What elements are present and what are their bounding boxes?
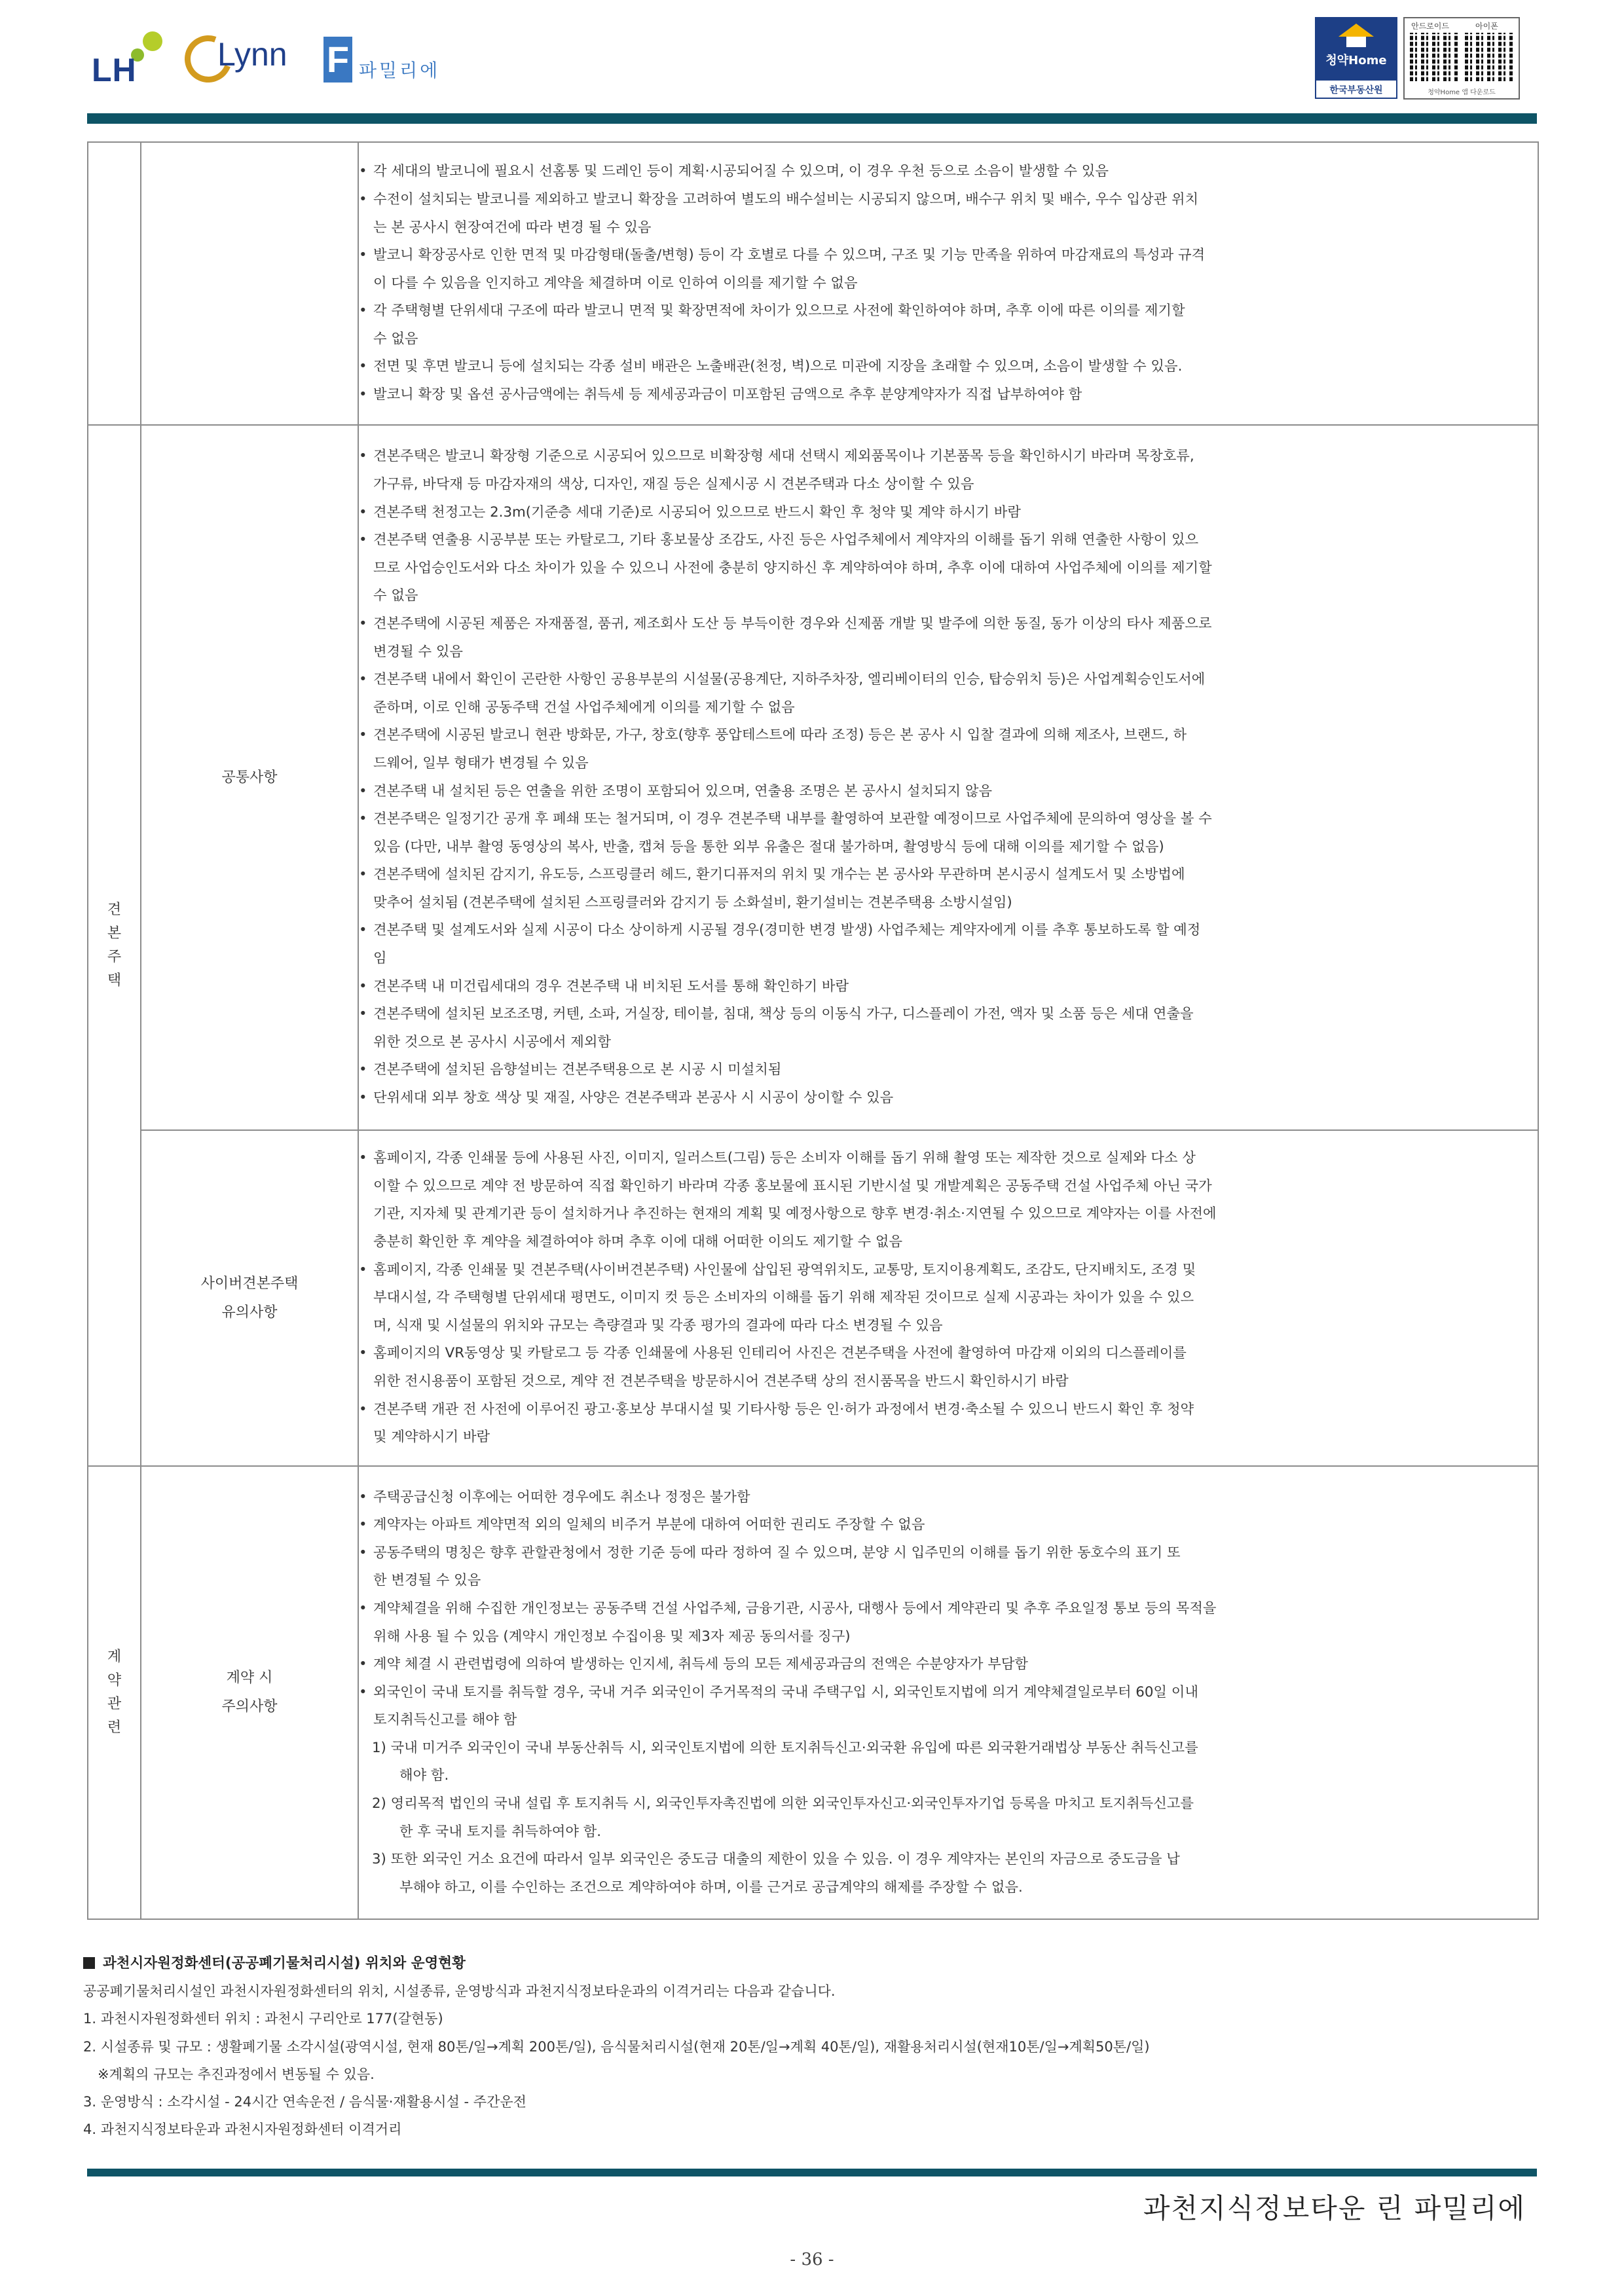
category-cell [88, 425, 141, 1466]
subcategory-cell [141, 1466, 358, 1919]
category-char: 주 [107, 949, 122, 965]
notice-item-continuation: 임 [373, 950, 387, 967]
notice-item-continuation: 충분히 확인한 후 계약을 체결하여야 하며 추후 이에 대해 어떠한 이의도 제기할 수 없음 [373, 1234, 903, 1251]
notice-list [359, 158, 1538, 409]
notice-item-continuation: 및 계약하시기 바람 [373, 1429, 490, 1446]
notice-item: • 견본주택 내 설치된 등은 연출을 위한 조명이 포함되어 있으며, 연출용 조명은 본 공사시 설치되지 않음 [359, 778, 1538, 806]
table-row [88, 425, 1538, 1130]
table-row [88, 142, 1538, 425]
notice-item: • 견본주택에 설치된 음향설비는 견본주택용으로 본 시공 시 미설치됨 [359, 1056, 1538, 1084]
lynn-logo [185, 31, 309, 90]
facility-section [83, 1950, 1543, 2144]
qr-code-iphone-icon[interactable] [1465, 33, 1513, 81]
notice-item: • 외국인이 국내 토지를 취득할 경우, 국내 거주 외국인이 주거목적의 국내 주택구입 시, 외국인토지법에 의거 계약체결일로부터 60일 이내 [359, 1679, 1538, 1707]
section-note: ※계획의 규모는 추진과정에서 변동될 수 있음. [98, 2066, 375, 2082]
notice-item: • 견본주택에 시공된 발코니 현관 방화문, 가구, 창호(향후 풍압테스트에 따라 조정) 등은 본 공사 시 입찰 결과에 의해 제조사, 브랜드, 하 [359, 722, 1538, 750]
notice-item: • 홈페이지, 각종 인쇄물 및 견본주택(사이버견본주택) 사인물에 삽입된 광역위치도, 교통망, 토지이용계획도, 조감도, 단지배치도, 조경 및 [359, 1257, 1538, 1285]
square-bullet-icon [83, 1957, 95, 1969]
brand-logos [92, 25, 440, 97]
notice-item-continuation: 이할 수 있으므로 계약 전 방문하여 직접 확인하기 바라며 각종 홍보물에 표시된 기반시설 및 개발계획은 공동주택 건설 사업주체 아닌 국가 [373, 1177, 1212, 1194]
category-char: 본 [107, 925, 122, 942]
numbered-item-continuation: 부해야 하고, 이를 수인하는 조건으로 계약하여야 하며, 이를 근거로 공급계약의 해제를 주장할 수 없음. [399, 1879, 1023, 1896]
notice-item-continuation: 맞추어 설치됨 (견본주택에 설치된 스프링클러와 감지기 등 소화설비, 환기설비는 견본주택용 소방시설임) [373, 894, 1012, 911]
notice-item: • 견본주택에 설치된 보조조명, 커텐, 소파, 거실장, 테이블, 침대, 책상 등의 이동식 가구, 디스플레이 가전, 액자 및 소품 등은 세대 연출을 [359, 1001, 1538, 1029]
notice-list [359, 1145, 1538, 1452]
family-logo-text: 파밀리에 [359, 60, 441, 81]
qr-code-panel [1403, 17, 1520, 100]
notice-item: • 전면 및 후면 발코니 등에 설치되는 각종 설비 배관은 노출배관(천정, 벽)으로 미관에 지장을 초래할 수 있으며, 소음이 발생할 수 있음. [359, 353, 1538, 381]
notice-item-continuation: 위해 사용 될 수 있음 (계약시 개인정보 수집이용 및 제3자 제공 동의서를 징구) [373, 1628, 851, 1645]
section-line: 공공폐기물처리시설인 과천시자원정화센터의 위치, 시설종류, 운영방식과 과천지식정보타운과의 이격거리는 다음과 같습니다. [83, 1983, 836, 1999]
notice-item: • 계약자는 아파트 계약면적 외의 일체의 비주거 부분에 대하여 어떠한 권리도 주장할 수 없음 [359, 1511, 1538, 1539]
notice-item-continuation: 위한 것으로 본 공사시 시공에서 제외함 [373, 1033, 612, 1050]
footer-rule [87, 2169, 1537, 2176]
house-icon [1338, 24, 1374, 47]
header-rule [87, 113, 1537, 124]
notice-item: • 견본주택 내에서 확인이 곤란한 사항인 공용부분의 시설물(공용계단, 지하주차장, 엘리베이터의 인승, 탑승위치 등)은 사업계획승인도서에 [359, 666, 1538, 694]
notice-item: • 견본주택에 설치된 감지기, 유도등, 스프링클러 헤드, 환기디퓨저의 위치 및 개수는 본 공사와 무관하며 본시공시 설계도서 및 소방법에 [359, 861, 1538, 889]
family-logo-letter: F [323, 37, 352, 83]
notice-item-continuation: 준하며, 이로 인해 공동주택 건설 사업주체에게 이의를 제기할 수 없음 [373, 699, 795, 716]
notice-item: • 공동주택의 명칭은 향후 관할관청에서 정한 기준 등에 따라 정하여 질 수 있으며, 분양 시 입주민의 이해를 돕기 위한 동호수의 표기 또 [359, 1539, 1538, 1568]
notice-item: • 발코니 확장공사로 인한 면적 및 마감형태(돌출/변형) 등이 각 호별로 다를 수 있으며, 구조 및 기능 만족을 위하여 마감재료의 특성과 규격 [359, 242, 1538, 270]
notice-list [359, 1484, 1538, 1902]
numbered-item: 2) 영리목적 법인의 국내 설립 후 토지취득 시, 외국인투자촉진법에 의한 외국인투자신고·외국인투자기업 등록을 마치고 토지취득신고를 [372, 1795, 1194, 1812]
notice-item: • 단위세대 외부 창호 색상 및 재질, 사양은 견본주택과 본공사 시 시공이 상이할 수 있음 [359, 1084, 1538, 1112]
notice-item-continuation: 이 다를 수 있음을 인지하고 계약을 체결하며 이로 인하여 이의를 제기할 수 없음 [373, 274, 858, 291]
content-cell [358, 1130, 1538, 1466]
notice-item-continuation: 기관, 지자체 및 관계기관 등이 설치하거나 추진하는 현재의 계획 및 예정사항으로 향후 변경·취소·지연될 수 있으므로 계약자는 이를 사전에 [373, 1205, 1217, 1222]
notice-item-continuation: 수 없음 [373, 587, 418, 604]
subcategory-label: 공통사항 [221, 769, 278, 786]
table-row [88, 1130, 1538, 1466]
notice-list [359, 443, 1538, 1112]
numbered-item-continuation: 해야 함. [399, 1767, 449, 1784]
subcategory-label: 유의사항 [221, 1304, 278, 1321]
subcategory-cell [141, 1130, 358, 1466]
category-char: 계 [107, 1649, 122, 1665]
subcategory-cell [141, 425, 358, 1130]
subcategory-label: 계약 시 [226, 1670, 273, 1686]
family-logo [323, 31, 440, 90]
notice-item-continuation: 있음 (다만, 내부 촬영 동영상의 복사, 반출, 캡쳐 등을 통한 외부 유출은 절대 불가하며, 촬영방식 등에 대해 이의를 제기할 수 없음) [373, 838, 1164, 855]
notice-table-body [88, 142, 1538, 1919]
content-cell [358, 1466, 1538, 1919]
lh-logo-dot [143, 31, 162, 51]
category-char: 약 [107, 1672, 122, 1689]
footer-title: 과천지식정보타운 린 파밀리에 [1143, 2192, 1526, 2224]
notice-item: • 홈페이지의 VR동영상 및 카탈로그 등 각종 인쇄물에 사용된 인테리어 사진은 견본주택을 사전에 촬영하여 마감재 이외의 디스플레이를 [359, 1340, 1538, 1368]
numbered-item-continuation: 한 후 국내 토지를 취득하여야 함. [399, 1823, 602, 1840]
notice-item-continuation: 므로 사업승인도서와 다소 차이가 있을 수 있으니 사전에 충분히 양지하신 후 계약하여야 하며, 추후 이에 대하여 사업주체에 이의를 제기할 [373, 559, 1212, 576]
section-line: 2. 시설종류 및 규모 : 생활폐기물 소각시설(광역시설, 현재 80톤/일→계획 200톤/일), 음식물처리시설(현재 20톤/일→계획 40톤/일), 재활용처리시설(현재10톤/일→계획50톤/일) [83, 2038, 1150, 2055]
notice-item-continuation: 변경될 수 있음 [373, 643, 463, 660]
notice-item: • 견본주택 개관 전 사전에 이루어진 광고·홍보상 부대시설 및 기타사항 등은 인·허가 과정에서 변경·축소될 수 있으니 반드시 확인 후 청약 [359, 1396, 1538, 1424]
notice-item-continuation: 수 없음 [373, 330, 418, 347]
section-title-text: 과천시자원정화센터(공공폐기물처리시설) 위치와 운영현황 [103, 1955, 466, 1972]
subcategory-label: 사이버견본주택 [200, 1275, 299, 1292]
category-char: 택 [107, 972, 122, 989]
page-header [0, 0, 1624, 131]
notice-item: • 계약 체결 시 관련법령에 의하여 발생하는 인지세, 취득세 등의 모든 제세공과금의 전액은 수분양자가 부담함 [359, 1651, 1538, 1679]
notice-item: • 계약체결을 위해 수집한 개인정보는 공동주택 건설 사업주체, 금융기관, 시공사, 대행사 등에서 계약관리 및 추후 주요일정 통보 등의 목적을 [359, 1595, 1538, 1623]
notice-item: • 견본주택에 시공된 제품은 자재품절, 품귀, 제조회사 도산 등 부득이한 경우와 신제품 개발 및 발주에 의한 동질, 동가 이상의 타사 제품으로 [359, 610, 1538, 638]
notice-item: • 홈페이지, 각종 인쇄물 등에 사용된 사진, 이미지, 일러스트(그림) 등은 소비자 이해를 돕기 위해 촬영 또는 제작한 것으로 실제와 다소 상 [359, 1145, 1538, 1173]
cheongyak-home-badge[interactable] [1315, 17, 1397, 99]
notice-item-continuation: 한 변경될 수 있음 [373, 1572, 481, 1589]
notice-item: • 견본주택 천정고는 2.3m(기준층 세대 기준)로 시공되어 있으므로 반드시 확인 후 청약 및 계약 하시기 바람 [359, 499, 1538, 527]
home-badge-title: 청약Home [1325, 54, 1387, 67]
notice-item-continuation: 토지취득신고를 해야 함 [373, 1712, 517, 1729]
content-cell [358, 425, 1538, 1130]
category-char: 견 [107, 902, 122, 918]
notice-item: • 발코니 확장 및 옵션 공사금액에는 취득세 등 제세공과금이 미포함된 금액으로 추후 분양계약자가 직접 납부하여야 함 [359, 381, 1538, 409]
category-char: 관 [107, 1696, 122, 1712]
notice-item-continuation: 드웨어, 일부 형태가 변경될 수 있음 [373, 754, 589, 771]
notice-item-continuation: 부대시설, 각 주택형별 단위세대 평면도, 이미지 컷 등은 소비자의 이해를 돕기 위해 제작된 것이므로 실제 시공과는 차이가 있을 수 있으 [373, 1289, 1194, 1306]
notice-item-continuation: 는 본 공사시 현장여건에 따라 변경 될 수 있음 [373, 219, 652, 236]
notice-table [87, 141, 1539, 1920]
home-badge-org: 한국부동산원 [1315, 79, 1397, 99]
notice-item: • 견본주택은 발코니 확장형 기준으로 시공되어 있으므로 비확장형 세대 선택시 제외품목이나 기본품목 등을 확인하시기 바라며 목창호류, [359, 443, 1538, 471]
page-number: - 36 - [790, 2250, 834, 2269]
section-line: 3. 운영방식 : 소각시설 - 24시간 연속운전 / 음식물·재활용시설 - 주간운전 [83, 2094, 526, 2110]
subcategory-label: 주의사항 [221, 1698, 278, 1715]
qr-label-iphone: 아이폰 [1475, 22, 1498, 31]
notice-item: • 견본주택 및 설계도서와 실제 시공이 다소 상이하게 시공될 경우(경미한 변경 발생) 사업주체는 계약자에게 이를 추후 통보하도록 할 예정 [359, 917, 1538, 945]
lh-logo [92, 31, 170, 90]
section-line: 4. 과천지식정보타운과 과천시자원정화센터 이격거리 [83, 2121, 402, 2138]
numbered-item: 1) 국내 미거주 외국인이 국내 부동산취득 시, 외국인토지법에 의한 토지취득신고·외국환 유입에 따른 외국환거래법상 부동산 취득신고를 [372, 1739, 1198, 1756]
lh-logo-text: LH [92, 52, 137, 88]
numbered-item: 3) 또한 외국인 거소 요건에 따라서 일부 외국인은 중도금 대출의 제한이 있을 수 있음. 이 경우 계약자는 본인의 자금으로 중도금을 납 [372, 1851, 1180, 1868]
notice-item: • 견본주택 내 미건립세대의 경우 견본주택 내 비치된 도서를 통해 확인하기 바람 [359, 973, 1538, 1001]
notice-item-continuation: 위한 전시용품이 포함된 것으로, 계약 전 견본주택을 방문하시어 견본주택 상의 전시품목을 반드시 확인하시기 바람 [373, 1372, 1069, 1389]
category-cell [88, 1466, 141, 1919]
table-row [88, 1466, 1538, 1919]
qr-caption: 청약Home 앱 다운로드 [1428, 89, 1496, 96]
qr-code-android-icon[interactable] [1410, 33, 1458, 81]
subcategory-cell [141, 142, 358, 425]
lynn-logo-text: Lynn [217, 36, 287, 73]
notice-item-continuation: 며, 식재 및 시설물의 위치와 규모는 측량결과 및 각종 평가의 결과에 따라 다소 변경될 수 있음 [373, 1317, 943, 1334]
section-title [83, 1950, 1543, 1977]
notice-item: • 견본주택은 일정기간 공개 후 폐쇄 또는 철거되며, 이 경우 견본주택 내부를 촬영하여 보관할 예정이므로 사업주체에 문의하여 영상을 볼 수 [359, 805, 1538, 834]
section-line: 1. 과천시자원정화센터 위치 : 과천시 구리안로 177(갈현동) [83, 2011, 443, 2027]
notice-item: • 각 세대의 발코니에 필요시 선홈통 및 드레인 등이 계획·시공되어질 수 있으며, 이 경우 우천 등으로 소음이 발생할 수 있음 [359, 158, 1538, 186]
notice-item: • 각 주택형별 단위세대 구조에 따라 발코니 면적 및 확장면적에 차이가 있으므로 사전에 확인하여야 하며, 추후 이에 따른 이의를 제기할 [359, 297, 1538, 325]
notice-item: • 수전이 설치되는 발코니를 제외하고 발코니 확장을 고려하여 별도의 배수설비는 시공되지 않으며, 배수구 위치 및 배수, 우수 입상관 위치 [359, 186, 1538, 214]
qr-label-android: 안드로이드 [1411, 22, 1449, 31]
category-cell [88, 142, 141, 425]
content-cell [358, 142, 1538, 425]
notice-item: • 주택공급신청 이후에는 어떠한 경우에도 취소나 정정은 불가함 [359, 1484, 1538, 1512]
notice-item: • 견본주택 연출용 시공부분 또는 카탈로그, 기타 홍보물상 조감도, 사진 등은 사업주체에서 계약자의 이해를 돕기 위해 연출한 사항이 있으 [359, 526, 1538, 555]
notice-item-continuation: 가구류, 바닥재 등 마감자재의 색상, 디자인, 재질 등은 실제시공 시 견본주택과 다소 상이할 수 있음 [373, 475, 974, 492]
category-char: 련 [107, 1719, 122, 1736]
